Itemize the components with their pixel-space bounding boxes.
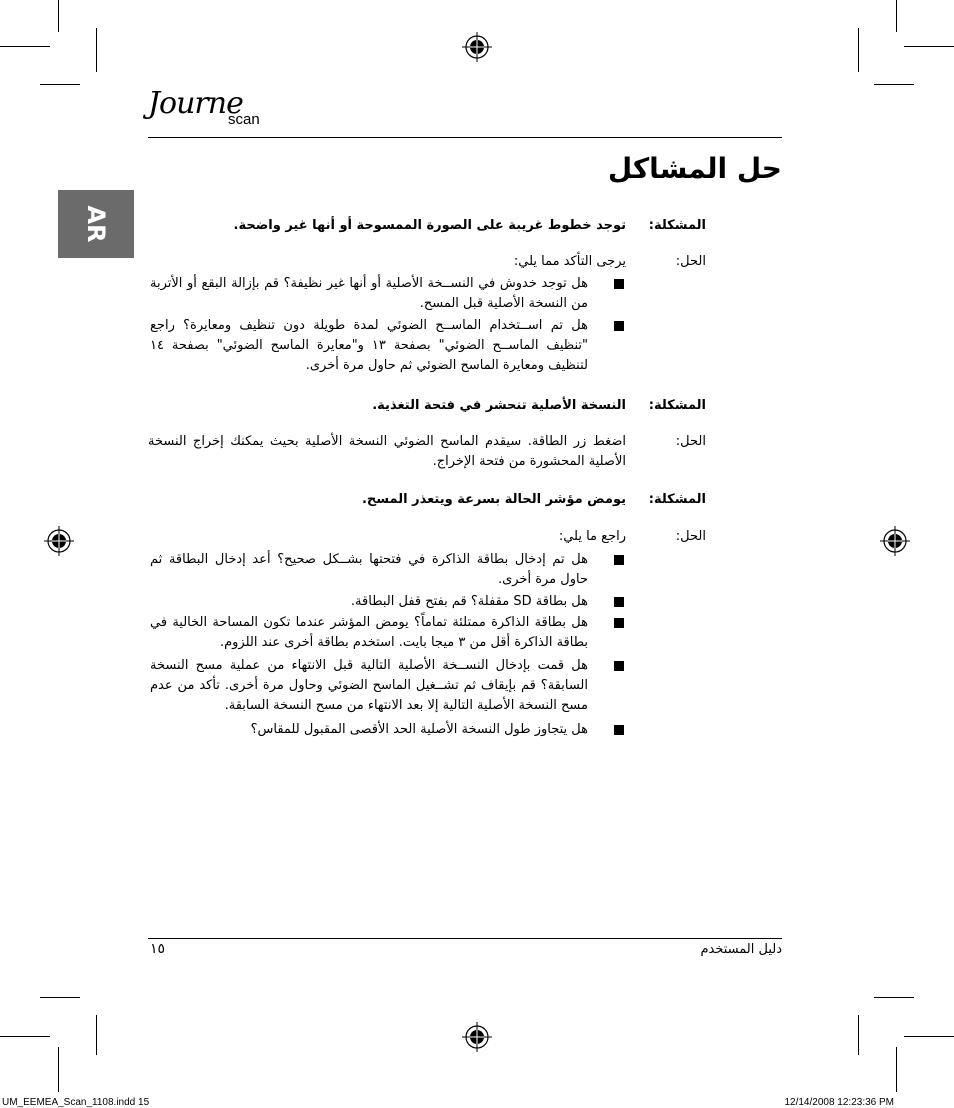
crop-mark: [58, 0, 59, 32]
crop-mark: [0, 1036, 50, 1037]
crop-mark: [96, 28, 97, 72]
registration-mark-icon: [880, 526, 910, 556]
bullet-text: هل بطاقة الذاكرة ممتلئة تماماً؟ يومض المؤشر عندما تكون المساحة الخالية في بطاقة الذاكرة أقل من ٣ ميجا بايت. استخدم بطاقة أخرى عند اللزوم.: [150, 615, 588, 650]
bullet-square-icon: [614, 555, 624, 565]
bullet-text: هل بطاقة SD مقفلة؟ قم بفتح قفل البطاقة.: [350, 594, 588, 609]
bullet-square-icon: [614, 321, 624, 331]
crop-mark: [58, 1047, 59, 1092]
crop-mark: [896, 0, 897, 32]
solution-intro: يرجى التأكد مما يلي:: [513, 254, 626, 269]
solution-intro: راجع ما يلي:: [558, 529, 626, 544]
problem-label: المشكلة:: [648, 398, 706, 413]
crop-mark: [0, 46, 50, 47]
crop-mark: [40, 997, 80, 998]
footer-doc-title: دليل المستخدم: [700, 942, 782, 957]
registration-mark-icon: [462, 32, 492, 62]
bullet-text: هل قمت بإدخال النســخة الأصلية التالية قبل الانتهاء من عملية مسح النسخة السابقة؟ قم بإيقاف ثم تشــغيل الماسح الضوئي وحاول مرة أخرى. تأكد من عدم مسح النسخة الأصلية التالية إلا بعد الانتهاء من مسح النسخة السابقة.: [150, 658, 588, 713]
bullet-square-icon: [614, 618, 624, 628]
page-number: ١٥: [150, 941, 166, 957]
bullet-text: هل يتجاوز طول النسخة الأصلية الحد الأقصى المقبول للمقاس؟: [250, 722, 588, 737]
solution-text: اضغط زر الطاقة. سيقدم الماسح الضوئي النسخة الأصلية بحيث يمكنك إخراج النسخة الأصلية المحشورة من فتحة الإخراج.: [148, 434, 626, 469]
solution-label: الحل:: [675, 434, 706, 449]
crop-mark: [858, 28, 859, 72]
bullet-square-icon: [614, 725, 624, 735]
registration-mark-icon: [462, 1022, 492, 1052]
crop-mark: [896, 1047, 897, 1092]
print-slug-file: UM_EEMEA_Scan_1108.indd 15: [2, 1097, 150, 1108]
registration-mark-icon: [44, 526, 74, 556]
crop-mark: [40, 84, 80, 85]
problem-text: يومض مؤشر الحالة بسرعة ويتعذر المسح.: [361, 492, 626, 507]
crop-mark: [874, 997, 914, 998]
language-tab: [58, 190, 134, 258]
footer-rule: [148, 938, 782, 939]
bullet-text: هل تم اســتخدام الماســح الضوئي لمدة طويلة دون تنظيف ومعايرة؟ راجع "تنظيف الماســح الضوئي" بصفحة ١٣ و"معايرة الماسح الضوئي" بصفحة ١٤ لتنظيف ومعايرة الماسح الضوئي ثم حاول مرة أخرى.: [150, 318, 588, 373]
page-title: حل المشاكل: [607, 152, 782, 185]
header-rule: [148, 137, 782, 138]
bullet-text: هل تم إدخال بطاقة الذاكرة في فتحتها بشــكل صحيح؟ أعد إدخال البطاقة ثم حاول مرة أخرى.: [150, 552, 588, 587]
brand-logo-script: Journe: [148, 86, 243, 121]
bullet-square-icon: [614, 279, 624, 289]
crop-mark: [904, 1036, 954, 1037]
crop-mark: [858, 1015, 859, 1055]
crop-mark: [96, 1015, 97, 1055]
problem-text: توجد خطوط غريبة على الصورة الممسوحة أو أنها غير واضحة.: [233, 218, 626, 233]
bullet-square-icon: [614, 597, 624, 607]
print-slug-date: 12/14/2008 12:23:36 PM: [784, 1097, 894, 1108]
bullet-square-icon: [614, 661, 624, 671]
problem-label: المشكلة:: [648, 492, 706, 507]
bullet-text: هل توجد خدوش في النســخة الأصلية أو أنها غير نظيفة؟ قم بإزالة البقع أو الأتربة من النسخة الأصلية قبل المسح.: [150, 276, 588, 311]
problem-label: المشكلة:: [648, 218, 706, 233]
language-tab-label: AR: [82, 205, 110, 243]
crop-mark: [874, 84, 914, 85]
brand-logo-sub: scan: [228, 111, 260, 128]
problem-text: النسخة الأصلية تنحشر في فتحة التغذية.: [372, 398, 626, 413]
solution-label: الحل:: [675, 529, 706, 544]
crop-mark: [904, 46, 954, 47]
solution-label: الحل:: [675, 254, 706, 269]
